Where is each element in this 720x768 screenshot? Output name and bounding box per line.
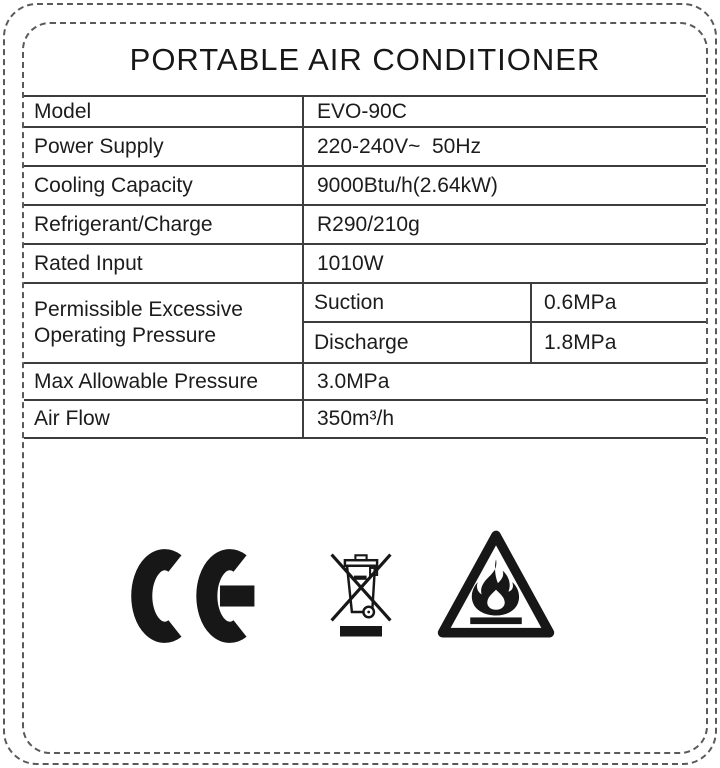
pressure-sub-label: Suction — [304, 284, 532, 321]
spec-label-pressure — [24, 284, 304, 362]
pressure-sub-value: 1.8MPa — [544, 330, 617, 354]
pressure-label-line2: Operating Pressure — [34, 324, 217, 347]
compliance-icons — [24, 523, 706, 647]
pressure-sub-value: 0.6MPa — [544, 290, 617, 314]
table-row-refrigerant — [24, 206, 706, 245]
table-row-model — [24, 97, 706, 128]
table-row-air-flow — [24, 401, 706, 439]
outer-cut-line — [3, 3, 717, 765]
spec-value: EVO-90C — [317, 99, 407, 123]
table-row-cooling-capacity — [24, 167, 706, 206]
spec-value: R290/210g — [317, 212, 420, 236]
spec-label: Refrigerant/Charge — [24, 206, 304, 243]
table-row-power-supply — [24, 128, 706, 167]
flammable-warning-icon — [434, 525, 558, 645]
pressure-label-line1: Permissible Excessive — [34, 298, 243, 322]
label-title: PORTABLE AIR CONDITIONER — [129, 41, 601, 77]
spec-value: 220-240V~ 50Hz — [317, 134, 482, 158]
table-row-max-pressure — [24, 364, 706, 401]
spec-table — [24, 95, 706, 439]
spec-label: Air Flow — [24, 401, 304, 437]
spec-value: 1010W — [317, 251, 384, 275]
spec-label: Rated Input — [24, 245, 304, 282]
spec-value: 3.0MPa — [317, 369, 390, 393]
table-row-pressure — [24, 284, 706, 364]
spec-label: Cooling Capacity — [24, 167, 304, 204]
label-card — [22, 22, 708, 754]
spec-label: Power Supply — [24, 128, 304, 165]
pressure-sub-label: Discharge — [304, 323, 532, 362]
spec-label: Max Allowable Pressure — [24, 364, 304, 399]
spec-value: 350m³/h — [317, 407, 395, 430]
table-row-rated-input — [24, 245, 706, 284]
ce-marking-icon — [130, 548, 264, 644]
pressure-sub-table — [304, 284, 706, 362]
pressure-row-suction — [304, 284, 706, 323]
spec-value: 9000Btu/h(2.64kW) — [317, 173, 498, 197]
pressure-row-discharge — [304, 323, 706, 362]
spec-label: Model — [24, 97, 304, 126]
weee-crossed-bin-icon — [326, 542, 396, 640]
